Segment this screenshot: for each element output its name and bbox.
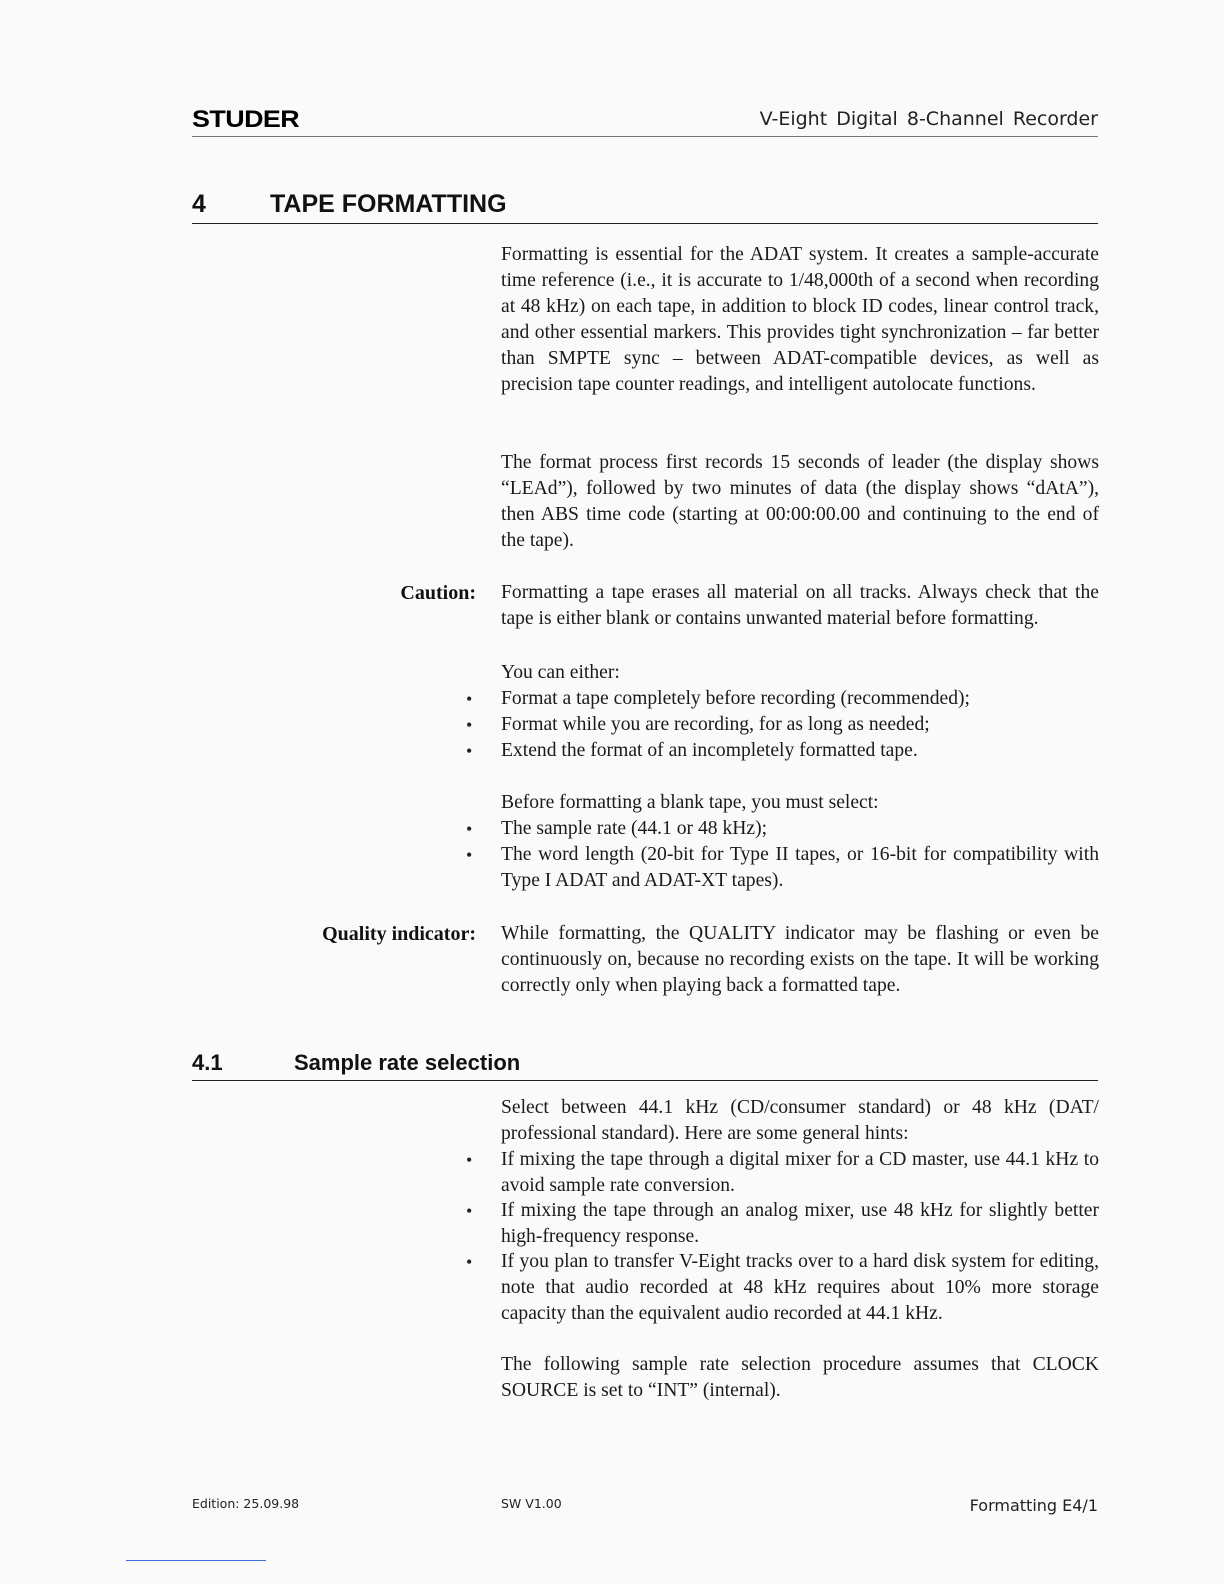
bullet-marker: •: [466, 741, 473, 761]
either-intro: You can either:: [501, 662, 620, 683]
intro-paragraph-2: The format process first records 15 seconds of leader (the display shows “LEAd”), followed by two minutes of data (the display shows “dAtA”), then ABS time code (starting at 00:00:00.00 and continuing to the end of the tape).: [501, 452, 1099, 551]
document-title: V-Eight Digital 8-Channel Recorder: [759, 108, 1098, 130]
list-item: If mixing the tape through a digital mixer for a CD master, use 44.1 kHz to avoid sample rate conversion.: [501, 1149, 1099, 1196]
page-reference: Formatting E4/1: [969, 1496, 1098, 1515]
subsection-title: Sample rate selection: [294, 1050, 521, 1075]
bullet-marker: •: [466, 1252, 473, 1272]
bullet-marker: •: [466, 1201, 473, 1221]
list-item: Format while you are recording, for as long as needed;: [501, 714, 930, 735]
caution-text: Formatting a tape erases all material on all tracks. Always check that the tape is either blank or contains unwanted material before formatting.: [501, 582, 1099, 629]
quality-indicator-text: While formatting, the QUALITY indicator may be flashing or even be continuously on, because no recording exists on the tape. It will be working correctly only when playing back a formatted tape.: [501, 923, 1099, 996]
bottom-divider: [126, 1560, 266, 1561]
section-divider: [192, 223, 1098, 224]
intro-paragraph-1: Formatting is essential for the ADAT system. It creates a sample-accurate time reference (i.e., it is accurate to 1/48,000th of a second when recording at 48 kHz) on each tape, in addition to block ID codes, linear control track, and other essential markers. This provides tight synchronization – far better than SMPTE sync – between ADAT-compatible devices, as well as precision tape counter readings, and intelligent autolocate functions.: [501, 244, 1099, 395]
section-title: TAPE FORMATTING: [270, 190, 507, 218]
bullet-marker: •: [466, 845, 473, 865]
sample-rate-intro: Select between 44.1 kHz (CD/consumer standard) or 48 kHz (DAT/ professional standard). Here are some general hints:: [501, 1097, 1099, 1144]
edition-date: Edition: 25.09.98: [192, 1496, 300, 1511]
subsection-number: 4.1: [192, 1050, 223, 1075]
list-item: Format a tape completely before recording (recommended);: [501, 688, 970, 709]
list-item: Extend the format of an incompletely formatted tape.: [501, 740, 918, 761]
bullet-marker: •: [466, 1150, 473, 1170]
caution-label: Caution:: [400, 582, 476, 604]
bullet-marker: •: [466, 689, 473, 709]
closing-paragraph: The following sample rate selection procedure assumes that CLOCK SOURCE is set to “INT” (internal).: [501, 1354, 1099, 1401]
quality-indicator-label: Quality indicator:: [322, 923, 476, 945]
bullet-marker: •: [466, 715, 473, 735]
studer-logo: STUDER: [192, 106, 300, 133]
list-item: If mixing the tape through an analog mixer, use 48 kHz for slightly better high-frequency response.: [501, 1200, 1099, 1247]
list-item: The sample rate (44.1 or 48 kHz);: [501, 818, 768, 839]
bullet-marker: •: [466, 819, 473, 839]
list-item: If you plan to transfer V-Eight tracks over to a hard disk system for editing, note that audio recorded at 48 kHz requires about 10% more storage capacity than the equivalent audio recorded at 44.1 kHz.: [501, 1251, 1099, 1324]
subsection-divider: [192, 1080, 1098, 1081]
software-version: SW V1.00: [501, 1496, 562, 1511]
before-intro: Before formatting a blank tape, you must select:: [501, 792, 879, 813]
list-item: The word length (20-bit for Type II tapes, or 16-bit for compatibility with Type I ADAT and ADAT-XT tapes).: [501, 844, 1099, 891]
header-divider: [192, 136, 1098, 137]
section-number: 4: [192, 190, 206, 218]
